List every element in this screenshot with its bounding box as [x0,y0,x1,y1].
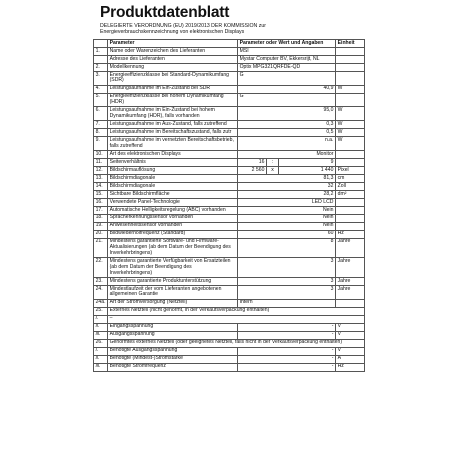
row-number: 10. [94,151,108,159]
row-value: 0,3 [238,121,336,129]
table-row [94,190,365,198]
row-label: Leistungsaufnahme im Bereitschaftszustand, falls zutr [108,129,238,137]
row-number: 8. [94,129,108,137]
table-row [94,121,365,129]
row-label: Name oder Warenzeichen des Lieferanten [108,47,238,55]
table-row [94,285,365,299]
row-number [94,55,108,63]
table-header-row [94,40,365,48]
row-number: 4. [94,85,108,93]
page-title: Produktdatenblatt [100,4,230,21]
row-unit [336,198,365,206]
row-unit: Jahre [336,278,365,286]
product-data-table [93,39,365,372]
row-number: 26. [94,339,108,347]
row-label: Bildschirmdiagonale [108,182,238,190]
row-value: Nein [238,214,336,222]
row-unit [336,71,365,85]
row-unit: Jahre [336,285,365,299]
row-number: 12. [94,166,108,174]
row-number: 13. [94,174,108,182]
row-number: 24. [94,285,108,299]
row-value-first: 2 560 [238,166,267,174]
row-value: Mystar Computer BV, Ekkersrijt, NL [238,55,336,63]
row-value-first: 16 [238,159,267,167]
row-value: MSI [238,47,336,55]
table-row [94,182,365,190]
row-label: Mindestlaufzeit der vom Lieferanten angebotenen allgemeinen Garantie [108,285,238,299]
row-label: Benötigte Stromfrequenz [108,363,238,371]
row-value: G [238,71,336,85]
row-unit: Hz [336,230,365,238]
table-row [94,238,365,258]
row-label: Verwendete Panel-Technologie [108,198,238,206]
row-value: Nein [238,222,336,230]
row-value-second: 9 [279,159,336,167]
row-number: 7. [94,121,108,129]
row-unit [336,63,365,71]
row-unit [336,47,365,55]
table-row [94,63,365,71]
row-value: 3 [238,285,336,299]
row-unit [336,93,365,107]
row-label: Modellkennung [108,63,238,71]
row-number: 18. [94,214,108,222]
row-value: 8 [238,238,336,258]
row-value: Intern [238,299,336,307]
row-value-separator: x [267,166,279,174]
row-number: 14. [94,182,108,190]
row-unit: dm² [336,190,365,198]
row-label: Mindestens garantierte Software- und Firmware-Aktualisierungen (ab dem Datum der Beendigung des Inverkehrbringens) [108,238,238,258]
row-value: LED LCD [238,198,336,206]
table-row [94,107,365,121]
row-number: 24a. [94,299,108,307]
row-number: 19. [94,222,108,230]
header-unit: Einheit [336,40,365,48]
table-row [94,71,365,85]
row-value: 3 [238,258,336,278]
row-number: 9. [94,137,108,151]
row-unit: Jahre [336,258,365,278]
row-number: i. [94,315,108,323]
table-row [94,174,365,182]
row-label: Anwesenheitssensor vorhanden [108,222,238,230]
table-row [94,85,365,93]
table-row [94,137,365,151]
row-label: – [108,315,365,323]
table-row [94,93,365,107]
table-subrow [94,355,365,363]
row-value: 3 [238,278,336,286]
table-subrow [94,323,365,331]
row-value: 95,0 [238,107,336,121]
row-label: Art der Stromversorgung (Netzteil) [108,299,238,307]
row-unit [336,206,365,214]
row-number: 6. [94,107,108,121]
row-number: iii. [94,363,108,371]
row-label: Seitenverhältnis [108,159,238,167]
row-number: 22. [94,258,108,278]
table-subrow [94,315,365,323]
row-unit: V [336,347,365,355]
row-number: 23. [94,278,108,286]
row-label: Bildwiederholfrequenz (Standard) [108,230,238,238]
row-value: - [238,331,336,339]
row-label: Mindestens garantierte Produktunterstützung [108,278,238,286]
table-row [94,206,365,214]
table-subrow [94,331,365,339]
row-value: 40,9 [238,85,336,93]
table-row [94,230,365,238]
row-label: Energieeffizienzklasse bei Standard-Dynamikumfang (SDR) [108,71,238,85]
table-section-row [94,307,365,315]
row-number: 2. [94,63,108,71]
row-number: i. [94,347,108,355]
row-unit [336,222,365,230]
row-label: Spracherkennungssensor vorhanden [108,214,238,222]
row-unit: Hz [336,363,365,371]
row-label: Energieeffizienzklasse bei hohem Dynamikumfang (HDR) [108,93,238,107]
row-unit: Jahre [336,238,365,258]
row-unit: W [336,85,365,93]
row-unit: cm [336,174,365,182]
row-label: Leistungsaufnahme im Aus-Zustand, falls zutreffend [108,121,238,129]
row-value: Monitor [238,151,336,159]
row-unit: Pixel [336,166,365,174]
row-unit [336,214,365,222]
table-subrow [94,347,365,355]
row-value: - [238,323,336,331]
table-row [94,222,365,230]
row-value: 81,3 [238,174,336,182]
row-value: 60 [238,230,336,238]
row-unit [336,55,365,63]
row-label: Adresse des Lieferanten [108,55,238,63]
row-value: 0,5 [238,129,336,137]
table-subrow [94,363,365,371]
row-number: 21. [94,238,108,258]
row-value-separator: : [267,159,279,167]
row-unit: W [336,129,365,137]
table-row [94,47,365,55]
row-label: Sichtbare Bildschirmfläche [108,190,238,198]
table-row [94,214,365,222]
row-label: Mindestens garantierte Verfügbarkeit von Ersatzteilen (ab dem Datum der Beendigung des Inverkehrbringens) [108,258,238,278]
row-label: Leistungsaufnahme im vernetzten Bereitschaftsbetrieb, falls zutreffend [108,137,238,151]
row-label: Eingangsspannung [108,323,238,331]
row-number: 3. [94,71,108,85]
row-label: Bildschirmauflösung [108,166,238,174]
row-number: 1. [94,47,108,55]
row-label: Leistungsaufnahme im Ein-Zustand bei hohem Dynamikumfang (HDR), falls vorhanden [108,107,238,121]
row-number: ii. [94,355,108,363]
row-value: 28,2 [238,190,336,198]
table-row [94,166,365,174]
table-row [94,129,365,137]
row-number: 20. [94,230,108,238]
row-value: G [238,93,336,107]
table-section-row [94,339,365,347]
row-value: - [238,355,336,363]
row-label: Art des elektronischen Displays [108,151,238,159]
header-number-cell [94,40,108,48]
row-number: 17. [94,206,108,214]
table-row [94,278,365,286]
row-unit: V [336,323,365,331]
row-unit: W [336,107,365,121]
row-number: 25. [94,307,108,315]
row-number: iii. [94,331,108,339]
row-unit: A [336,355,365,363]
row-unit: Zoll [336,182,365,190]
row-number: 16. [94,198,108,206]
row-value: 32 [238,182,336,190]
row-number: 5. [94,93,108,107]
header-value: Parameter oder Wert und Angaben [238,40,336,48]
row-value-second: 1 440 [279,166,336,174]
table-row [94,151,365,159]
section-label: Externes Netzteil (nicht genormt, in der Verkaufsverpackung enthalten) [108,307,365,315]
regulation-subtitle: DELEGIERTE VERORDNUNG (EU) 2019/2013 DER KOMMISSION zur Energieverbrauchskennzeichnung von elektronischen Displays [100,23,266,36]
row-label: Leistungsaufnahme im Ein-Zustand bei SDR [108,85,238,93]
row-unit [336,151,365,159]
row-label: Benötigte (Mindest-)Stromstärke [108,355,238,363]
table-row [94,299,365,307]
row-label: Ausgangsspannung [108,331,238,339]
row-label: Bildschirmdiagonale [108,174,238,182]
row-value: Optix MPG321QRFDE-QD [238,63,336,71]
table-row [94,258,365,278]
row-value: Nein [238,206,336,214]
row-unit: V [336,331,365,339]
row-label: Automatische Helligkeitsregelung (ABC) vorhanden [108,206,238,214]
table-row [94,159,365,167]
row-number: ii. [94,323,108,331]
row-label: Benötigte Ausgangsspannung [108,347,238,355]
row-unit: W [336,121,365,129]
row-value: n.a. [238,137,336,151]
row-unit [336,299,365,307]
table-row [94,55,365,63]
row-number: 15. [94,190,108,198]
row-number: 11. [94,159,108,167]
row-unit [336,159,365,167]
row-value: - [238,347,336,355]
header-parameter: Parameter [108,40,238,48]
table-row [94,198,365,206]
section-label: Genormtes externes Netzteil (oder geeignetes Netzteil, falls nicht in der Verkaufsverpackung enthalten) [108,339,365,347]
row-value: - [238,363,336,371]
row-unit: W [336,137,365,151]
